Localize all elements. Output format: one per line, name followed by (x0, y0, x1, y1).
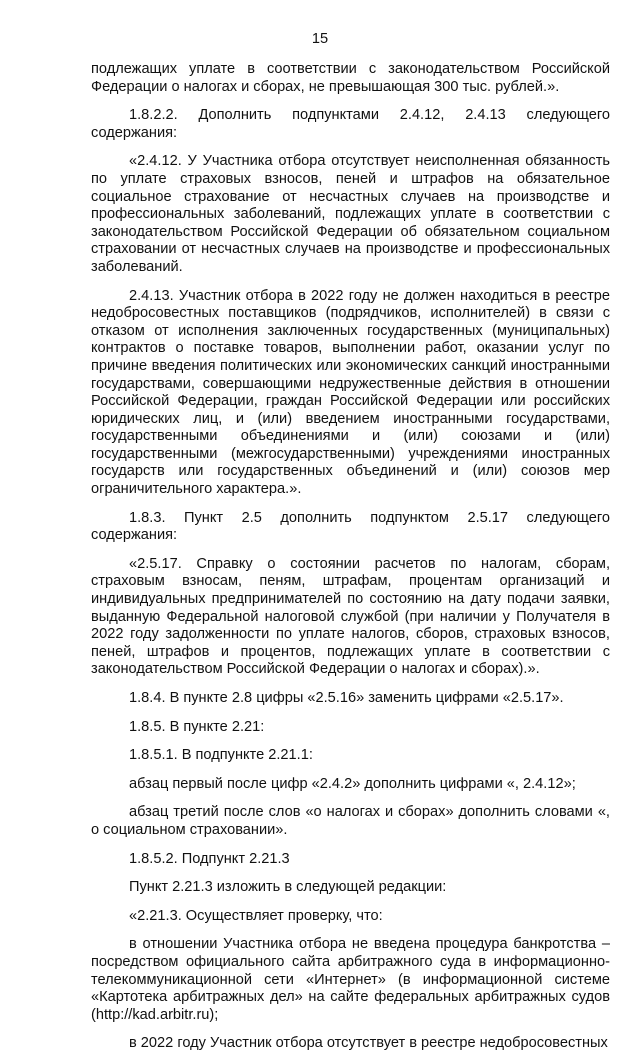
paragraph-spacer (91, 545, 610, 556)
paragraph: «2.4.12. У Участника отбора отсутствует неисполненная обязанность по уплате страховых взносов, пеней и штрафов на обязательное социальное страхование от несчастных случаев на производстве и профессиональных заболеваний, подлежащих уплате в соответствии с законодательством Российской Федерации об обязательном социальном страховании от несчастных случаев на производстве и профессиональных заболеваний. (91, 153, 610, 275)
paragraph: Пункт 2.21.3 изложить в следующей редакции: (129, 879, 447, 896)
paragraph: «2.21.3. Осуществляет проверку, что: (129, 907, 383, 924)
document-body (91, 61, 610, 1053)
paragraph-spacer (91, 96, 610, 107)
paragraph-spacer (91, 897, 610, 908)
paragraph-spacer (91, 765, 610, 776)
paragraph: 1.8.4. В пункте 2.8 цифры «2.5.16» заменить цифрами «2.5.17». (129, 690, 564, 706)
paragraph-spacer (91, 868, 610, 879)
paragraph-spacer (91, 499, 610, 510)
paragraph-spacer (91, 679, 610, 690)
paragraph-spacer (91, 925, 610, 936)
paragraph: в отношении Участника отбора не введена процедура банкротства – посредством официального сайта арбитражного суда в информационно-телекоммуникационной сети «Интернет» (в информационной системе «Картотека арбитражных дел» на сайте федеральных арбитражных судов (http://kad.arbitr.ru); (91, 936, 610, 1023)
paragraph: подлежащих уплате в соответствии с законодательством Российской Федерации о налогах и сборах, не превышающая 300 тыс. рублей.». (91, 61, 610, 95)
paragraph-spacer (91, 736, 610, 747)
paragraph: 2.4.13. Участник отбора в 2022 году не должен находиться в реестре недобросовестных поставщиков (подрядчиков, исполнителей) в связи с отказом от исполнения заключенных государственных (муниципальных) контрактов о поставке товаров, выполнении работ, оказании услуг по причине введения политических или экономических санкций иностранными государствами, совершающими недружественные действия в отношении Российской Федерации, граждан Российской Федерации или российских юридических лиц, и (или) введением иностранными государствами, государственными объединениями и (или) союзами и (или) государственными (межгосударственными) учреждениями иностранных государств или государственных объединений и (или) союзов мер ограничительного характера.». (91, 287, 610, 498)
paragraph: в 2022 году Участник отбора отсутствует в реестре недобросовестных (129, 1035, 608, 1052)
paragraph: абзац первый после цифр «2.4.2» дополнить цифрами «, 2.4.12»; (129, 775, 576, 792)
paragraph: 1.8.2.2. Дополнить подпунктами 2.4.12, 2.4.13 следующего содержания: (91, 107, 610, 141)
paragraph-spacer (91, 1024, 610, 1035)
paragraph-spacer (91, 708, 610, 719)
paragraph-spacer (91, 840, 610, 851)
paragraph: 1.8.5. В пункте 2.21: (129, 718, 265, 735)
paragraph: абзац третий после слов «о налогах и сборах» дополнить словами «, о социальном страховании». (91, 804, 610, 838)
page-number: 15 (311, 31, 329, 47)
paragraph: «2.5.17. Справку о состоянии расчетов по налогам, сборам, страховым взносам, пеням, штрафам, процентам организаций и индивидуальных предпринимателей по состоянию на дату подачи заявки, выданную Федеральной налоговой службой (при наличии у Получателя в 2022 году задолженности по уплате налогов, сборов, страховых взносов, пеней, штрафов и процентов, подлежащих уплате в соответствии с законодательством Российской Федерации о налогах и сборах).». (91, 555, 610, 678)
paragraph-spacer (91, 793, 610, 804)
paragraph-spacer (91, 142, 610, 153)
paragraph: 1.8.5.2. Подпункт 2.21.3 (129, 850, 290, 867)
paragraph-spacer (91, 277, 610, 288)
paragraph: 1.8.5.1. В подпункте 2.21.1: (129, 747, 313, 764)
paragraph: 1.8.3. Пункт 2.5 дополнить подпунктом 2.5.17 следующего содержания: (91, 509, 610, 544)
